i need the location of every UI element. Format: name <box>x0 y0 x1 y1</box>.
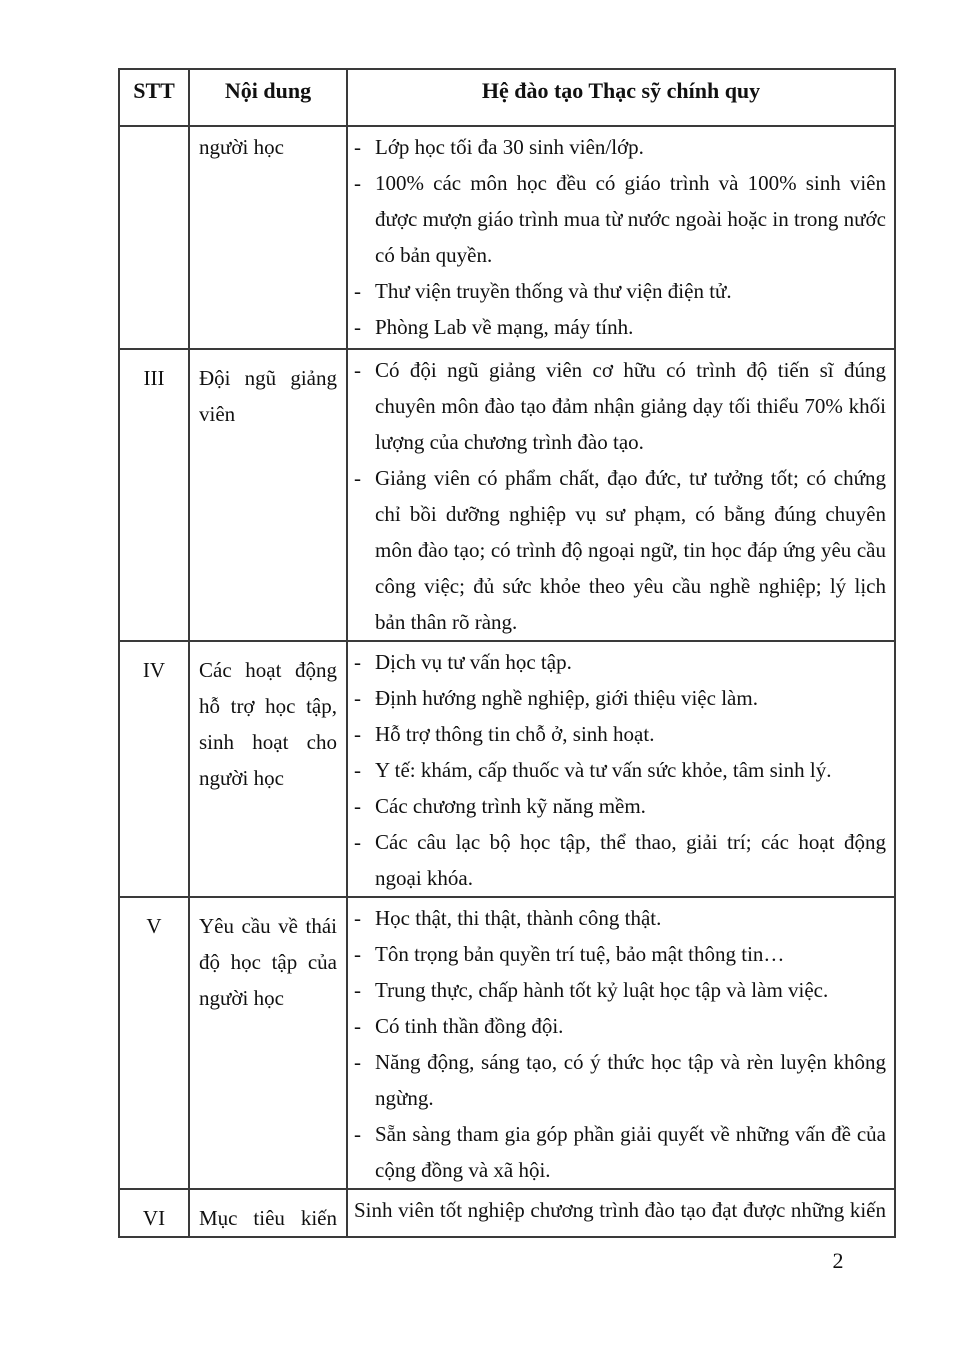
bullet-item <box>354 1116 886 1188</box>
bullet-item <box>354 165 886 273</box>
bullet-text: Giảng viên có phẩm chất, đạo đức, tư tưởng tốt; có chứng chỉ bồi dưỡng nghiệp vụ sư phạm, có bằng đúng chuyên môn đào tạo; có trình độ ngoại ngữ, tin học đáp ứng yêu cầu công việc; đủ sức khỏe theo yêu cầu nghề nghiệp; lý lịch bản thân rõ ràng. <box>375 466 886 634</box>
bullet-item <box>354 644 886 680</box>
row-stt-empty <box>119 126 189 349</box>
bullet-text: Sẵn sàng tham gia góp phần giải quyết về những vấn đề của cộng đồng và xã hội. <box>375 1122 886 1182</box>
bullet-text: Có đội ngũ giảng viên cơ hữu có trình độ tiến sĩ đúng chuyên môn đào tạo đảm nhận giảng dạy tối thiểu 70% khối lượng của chương trình đào tạo. <box>375 358 886 454</box>
bullet-text: Thư viện truyền thống và thư viện điện tử. <box>375 279 732 303</box>
bullet-item <box>354 936 886 972</box>
bullet-dash: - <box>354 171 361 195</box>
bullet-text: Có tinh thần đồng đội. <box>375 1014 564 1038</box>
bullet-text: Năng động, sáng tạo, có ý thức học tập và rèn luyện không ngừng. <box>375 1050 886 1110</box>
table-row-yeu-cau-thai-do <box>119 897 895 1189</box>
bullet-dash: - <box>354 650 361 674</box>
bullet-dash: - <box>354 1122 361 1146</box>
bullet-dash: - <box>354 686 361 710</box>
table-header-row <box>119 69 895 126</box>
bullet-dash: - <box>354 358 361 382</box>
bullet-item <box>354 824 886 896</box>
bullet-item <box>354 900 886 936</box>
bullet-item <box>354 309 886 345</box>
bullet-item <box>354 788 886 824</box>
table-row-doi-ngu-giang-vien <box>119 349 895 641</box>
bullet-item <box>354 273 886 309</box>
bullet-text: Phòng Lab về mạng, máy tính. <box>375 315 634 339</box>
bullet-text: Dịch vụ tư vấn học tập. <box>375 650 572 674</box>
column-header-noi-dung: Nội dung <box>189 69 347 126</box>
bullet-dash: - <box>354 722 361 746</box>
program-table <box>118 68 896 1238</box>
bullet-text: 100% các môn học đều có giáo trình và 100% sinh viên được mượn giáo trình mua từ nước ngoài hoặc in trong nước có bản quyền. <box>375 171 886 267</box>
bullet-dash: - <box>354 466 361 490</box>
row-stt: VI <box>119 1189 189 1237</box>
row-topic: Đội ngũ giảng viên <box>189 349 347 641</box>
bullet-dash: - <box>354 794 361 818</box>
bullet-item <box>354 460 886 640</box>
column-header-stt: STT <box>119 69 189 126</box>
bullet-item <box>354 680 886 716</box>
bullet-item <box>354 129 886 165</box>
row-topic: Các hoạt động hỗ trợ học tập, sinh hoạt cho người học <box>189 641 347 897</box>
row-stt: IV <box>119 641 189 897</box>
bullet-item <box>354 752 886 788</box>
row-topic: Yêu cầu về thái độ học tập của người học <box>189 897 347 1189</box>
row-content <box>347 897 895 1189</box>
row-content <box>347 641 895 897</box>
bullet-dash: - <box>354 830 361 854</box>
bullet-text: Lớp học tối đa 30 sinh viên/lớp. <box>375 135 644 159</box>
bullet-text: Định hướng nghề nghiệp, giới thiệu việc làm. <box>375 686 758 710</box>
row-stt: III <box>119 349 189 641</box>
bullet-dash: - <box>354 906 361 930</box>
bullet-dash: - <box>354 135 361 159</box>
row-content <box>347 1189 895 1237</box>
bullet-dash: - <box>354 758 361 782</box>
table-row-muc-tieu-kien <box>119 1189 895 1237</box>
bullet-item <box>354 352 886 460</box>
row-stt: V <box>119 897 189 1189</box>
bullet-text: Học thật, thi thật, thành công thật. <box>375 906 662 930</box>
bullet-item <box>354 1008 886 1044</box>
page-number: 2 <box>832 1248 844 1273</box>
bullet-text: Tôn trọng bản quyền trí tuệ, bảo mật thông tin… <box>375 942 785 966</box>
row-paragraph: Sinh viên tốt nghiệp chương trình đào tạo đạt được những kiến <box>354 1198 886 1222</box>
bullet-item <box>354 972 886 1008</box>
table-row-nguoi-hoc <box>119 126 895 349</box>
bullet-item <box>354 716 886 752</box>
bullet-dash: - <box>354 942 361 966</box>
row-topic: người học <box>189 126 347 349</box>
bullet-text: Y tế: khám, cấp thuốc và tư vấn sức khỏe, tâm sinh lý. <box>375 758 832 782</box>
row-content <box>347 349 895 641</box>
bullet-text: Hỗ trợ thông tin chỗ ở, sinh hoạt. <box>375 722 655 746</box>
bullet-dash: - <box>354 1050 361 1074</box>
row-content <box>347 126 895 349</box>
bullet-text: Các chương trình kỹ năng mềm. <box>375 794 646 818</box>
table-row-hoat-dong-ho-tro <box>119 641 895 897</box>
bullet-text: Các câu lạc bộ học tập, thể thao, giải trí; các hoạt động ngoại khóa. <box>375 830 886 890</box>
column-header-he-dao-tao: Hệ đào tạo Thạc sỹ chính quy <box>347 69 895 126</box>
bullet-item <box>354 1044 886 1116</box>
bullet-text: Trung thực, chấp hành tốt kỷ luật học tập và làm việc. <box>375 978 829 1002</box>
bullet-dash: - <box>354 1014 361 1038</box>
bullet-dash: - <box>354 978 361 1002</box>
bullet-dash: - <box>354 315 361 339</box>
row-topic: Mục tiêu kiến <box>189 1189 347 1237</box>
bullet-dash: - <box>354 279 361 303</box>
